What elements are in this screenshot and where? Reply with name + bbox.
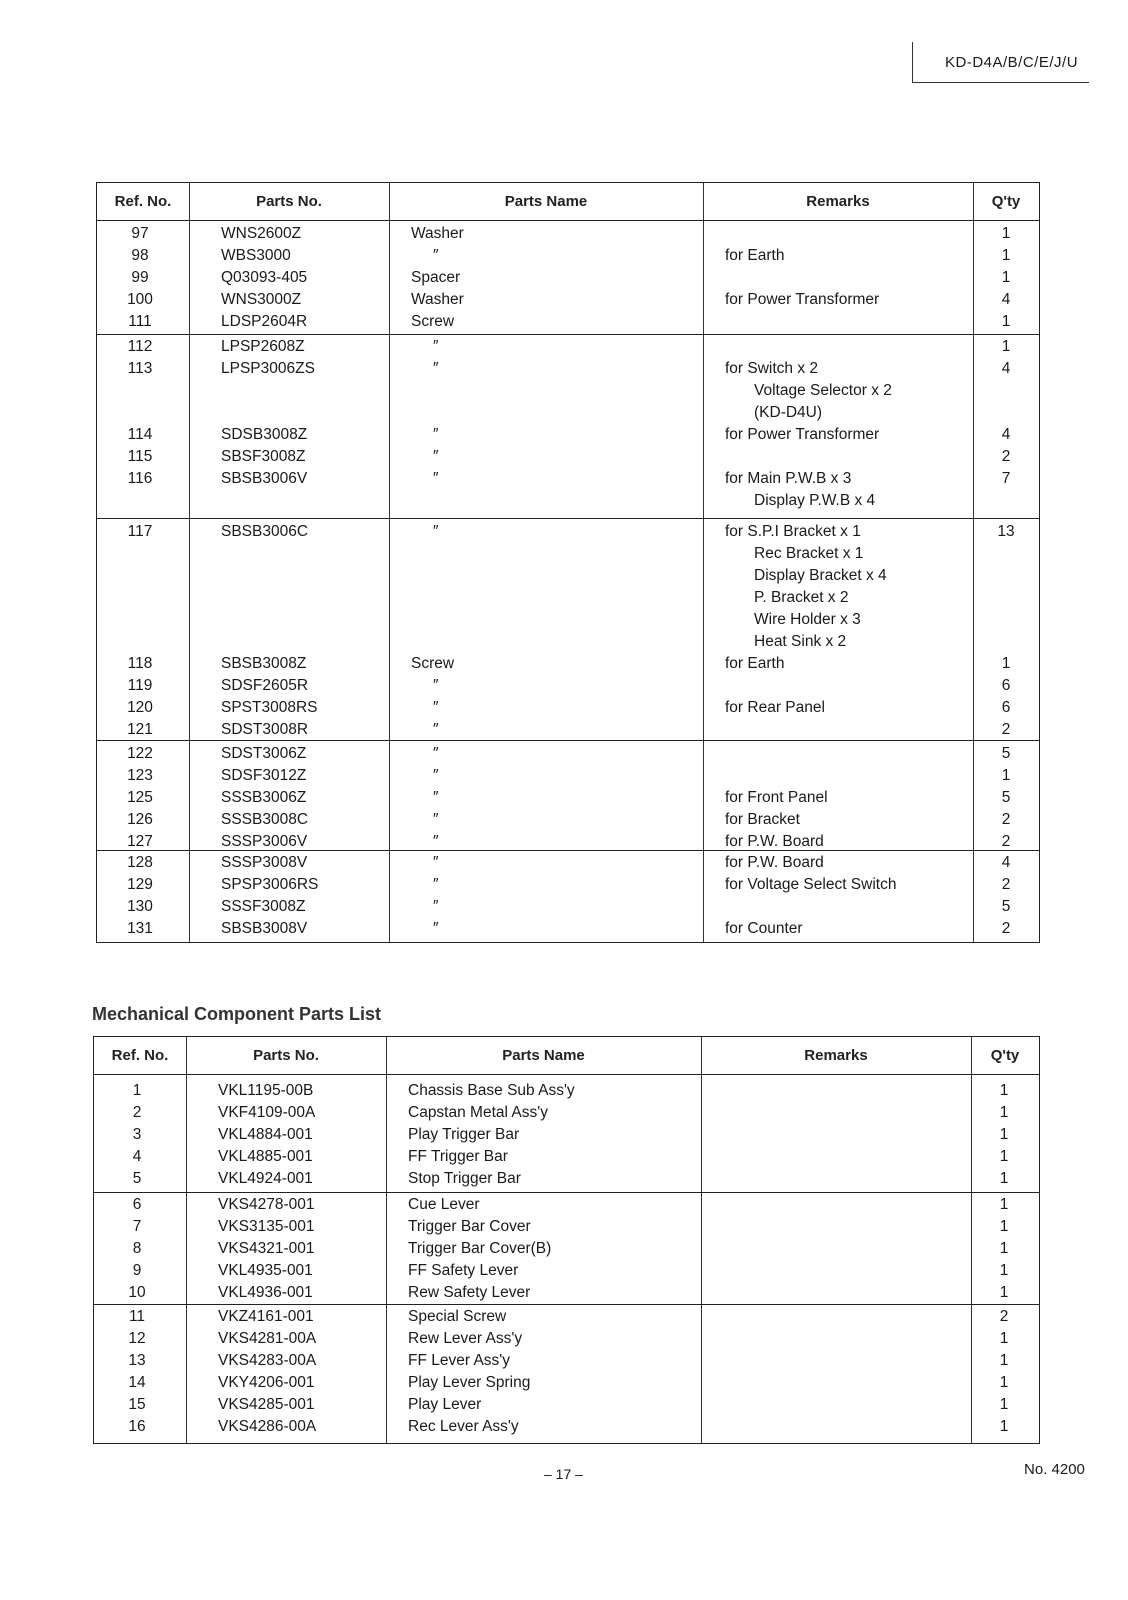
quantity: 13 xyxy=(997,523,1015,540)
ref-number: 98 xyxy=(131,247,149,264)
part-number: SPST3008RS xyxy=(221,699,318,716)
table-row xyxy=(97,424,1039,446)
ref-number: 127 xyxy=(127,833,153,850)
ref-number: 9 xyxy=(132,1262,142,1279)
quantity: 1 xyxy=(999,1330,1009,1347)
remarks: Voltage Selector x 2 xyxy=(754,382,892,399)
part-name: ″ xyxy=(433,854,439,871)
part-name: ″ xyxy=(433,876,439,893)
ref-number: 115 xyxy=(127,448,153,465)
remarks: for Switch x 2 xyxy=(725,360,819,377)
ref-number: 16 xyxy=(128,1418,146,1435)
ref-number: 12 xyxy=(128,1330,146,1347)
part-name: Rew Lever Ass'y xyxy=(408,1330,523,1347)
header-name: Parts Name xyxy=(502,1047,585,1064)
part-number: SDSF2605R xyxy=(221,677,309,694)
part-number: VKS4321-001 xyxy=(218,1240,315,1257)
part-name: ″ xyxy=(433,811,439,828)
part-number: VKL4884-001 xyxy=(218,1126,313,1143)
quantity: 1 xyxy=(999,1196,1009,1213)
quantity: 2 xyxy=(1001,920,1011,937)
part-number: SDSB3008Z xyxy=(221,426,308,443)
table-row xyxy=(97,653,1039,675)
table-row xyxy=(94,1216,1039,1238)
part-name: ″ xyxy=(433,338,439,355)
part-name: Special Screw xyxy=(408,1308,507,1325)
remarks: Heat Sink x 2 xyxy=(754,633,847,650)
quantity: 5 xyxy=(1001,745,1011,762)
part-name: ″ xyxy=(433,470,439,487)
table-row xyxy=(94,1194,1039,1216)
part-name: FF Trigger Bar xyxy=(408,1148,508,1165)
quantity: 1 xyxy=(999,1082,1009,1099)
quantity: 1 xyxy=(1001,247,1011,264)
part-name: ″ xyxy=(433,898,439,915)
table-row xyxy=(97,311,1039,333)
part-number: SDST3008R xyxy=(221,721,309,738)
remarks: for Earth xyxy=(725,655,785,672)
table-row xyxy=(94,1168,1039,1190)
part-name: Trigger Bar Cover(B) xyxy=(408,1240,552,1257)
part-number: SBSB3006V xyxy=(221,470,308,487)
part-number: SSSF3008Z xyxy=(221,898,306,915)
part-name: Rec Lever Ass'y xyxy=(408,1418,519,1435)
table-body xyxy=(94,1074,1039,1442)
quantity: 1 xyxy=(999,1396,1009,1413)
remarks: for P.W. Board xyxy=(725,854,824,871)
part-name: Washer xyxy=(411,291,464,308)
quantity: 2 xyxy=(1001,448,1011,465)
ref-number: 128 xyxy=(127,854,153,871)
part-number: VKF4109-00A xyxy=(218,1104,316,1121)
remarks: Wire Holder x 3 xyxy=(754,611,861,628)
part-name: ″ xyxy=(433,721,439,738)
table-row xyxy=(97,675,1039,697)
table-row-continuation xyxy=(97,402,1039,424)
table-row xyxy=(94,1328,1039,1350)
quantity: 5 xyxy=(1001,898,1011,915)
section-title: Mechanical Component Parts List xyxy=(92,1004,382,1024)
part-number: VKL1195-00B xyxy=(218,1082,314,1099)
table-row xyxy=(94,1306,1039,1328)
header-qty: Q'ty xyxy=(991,193,1021,210)
ref-number: 5 xyxy=(132,1170,142,1187)
table-header xyxy=(97,183,1039,221)
table-row xyxy=(97,874,1039,896)
part-number: VKL4935-001 xyxy=(218,1262,313,1279)
remarks: for Power Transformer xyxy=(725,291,880,308)
part-number: VKS4283-00A xyxy=(218,1352,317,1369)
row-group xyxy=(97,335,1039,519)
quantity: 1 xyxy=(1001,225,1011,242)
part-number: SDSF3012Z xyxy=(221,767,307,784)
quantity: 1 xyxy=(999,1418,1009,1435)
quantity: 1 xyxy=(999,1148,1009,1165)
part-name: ″ xyxy=(433,789,439,806)
header-name: Parts Name xyxy=(504,193,588,210)
quantity: 4 xyxy=(1001,854,1011,871)
part-name: ″ xyxy=(433,523,439,540)
part-name: Play Lever xyxy=(408,1396,482,1413)
quantity: 6 xyxy=(1001,677,1011,694)
table-row-continuation xyxy=(97,490,1039,512)
ref-number: 15 xyxy=(128,1396,146,1413)
part-number: SPSP3006RS xyxy=(221,876,319,893)
row-group xyxy=(94,1305,1039,1442)
table-row-continuation xyxy=(97,587,1039,609)
ref-number: 4 xyxy=(132,1148,142,1165)
part-number: Q03093-405 xyxy=(221,269,308,286)
table-row xyxy=(97,896,1039,918)
table-row-continuation xyxy=(97,565,1039,587)
table-row xyxy=(94,1350,1039,1372)
ref-number: 116 xyxy=(127,470,153,487)
quantity: 6 xyxy=(1001,699,1011,716)
quantity: 2 xyxy=(1001,833,1011,850)
quantity: 1 xyxy=(999,1170,1009,1187)
part-number: VKL4936-001 xyxy=(218,1284,313,1301)
table-row xyxy=(97,267,1039,289)
remarks: Rec Bracket x 1 xyxy=(754,545,864,562)
table-row-continuation xyxy=(97,609,1039,631)
table-row xyxy=(97,289,1039,311)
quantity: 1 xyxy=(1001,313,1011,330)
ref-number: 13 xyxy=(128,1352,146,1369)
quantity: 1 xyxy=(999,1284,1009,1301)
ref-number: 114 xyxy=(127,426,153,443)
ref-number: 97 xyxy=(131,225,149,242)
header-qty: Q'ty xyxy=(990,1047,1020,1064)
part-name: Screw xyxy=(411,313,455,330)
part-number: SDST3006Z xyxy=(221,745,307,762)
part-name: ″ xyxy=(433,699,439,716)
header-ref: Ref. No. xyxy=(111,1047,169,1064)
row-group xyxy=(97,851,1039,942)
ref-number: 3 xyxy=(132,1126,142,1143)
part-name: ″ xyxy=(433,767,439,784)
row-group xyxy=(97,220,1039,335)
header-part: Parts No. xyxy=(256,193,322,210)
quantity: 4 xyxy=(1001,426,1011,443)
table-row xyxy=(94,1394,1039,1416)
quantity: 1 xyxy=(999,1262,1009,1279)
quantity: 1 xyxy=(1001,338,1011,355)
ref-number: 111 xyxy=(128,313,152,330)
part-number: WNS2600Z xyxy=(221,225,302,242)
table-row xyxy=(97,697,1039,719)
table-row xyxy=(94,1282,1039,1304)
table-row xyxy=(97,245,1039,267)
part-name: ″ xyxy=(433,677,439,694)
part-name: Chassis Base Sub Ass'y xyxy=(408,1082,575,1099)
table-row xyxy=(97,446,1039,468)
ref-number: 118 xyxy=(127,655,153,672)
table-row xyxy=(97,852,1039,874)
part-name: ″ xyxy=(433,448,439,465)
header-ref: Ref. No. xyxy=(114,193,172,210)
part-name: Cue Lever xyxy=(408,1196,480,1213)
quantity: 2 xyxy=(1001,721,1011,738)
part-name: Screw xyxy=(411,655,455,672)
ref-number: 126 xyxy=(127,811,153,828)
part-number: SSSP3006V xyxy=(221,833,308,850)
quantity: 1 xyxy=(999,1104,1009,1121)
remarks: for P.W. Board xyxy=(725,833,824,850)
part-number: SBSF3008Z xyxy=(221,448,306,465)
ref-number: 6 xyxy=(132,1196,142,1213)
part-number: WNS3000Z xyxy=(221,291,302,308)
part-name: Stop Trigger Bar xyxy=(408,1170,521,1187)
quantity: 1 xyxy=(1001,767,1011,784)
ref-number: 2 xyxy=(132,1104,142,1121)
remarks: for Earth xyxy=(725,247,785,264)
row-group xyxy=(97,741,1039,851)
row-group xyxy=(94,1074,1039,1193)
table-row xyxy=(94,1372,1039,1394)
part-name: FF Safety Lever xyxy=(408,1262,519,1279)
part-number: WBS3000 xyxy=(221,247,291,264)
table-row xyxy=(97,468,1039,490)
header-remarks: Remarks xyxy=(804,1047,868,1064)
part-number: SSSB3006Z xyxy=(221,789,307,806)
table-row xyxy=(97,918,1039,940)
table-row-continuation xyxy=(97,543,1039,565)
remarks: for Counter xyxy=(725,920,803,937)
ref-number: 14 xyxy=(128,1374,146,1391)
quantity: 1 xyxy=(999,1218,1009,1235)
remarks: for Front Panel xyxy=(725,789,828,806)
part-number: VKY4206-001 xyxy=(218,1374,315,1391)
part-number: VKS4278-001 xyxy=(218,1196,315,1213)
table-row xyxy=(94,1080,1039,1102)
part-name: ″ xyxy=(433,745,439,762)
table-row xyxy=(97,831,1039,853)
row-group xyxy=(94,1193,1039,1305)
remarks: for Rear Panel xyxy=(725,699,825,716)
part-number: VKZ4161-001 xyxy=(218,1308,314,1325)
table-row xyxy=(94,1102,1039,1124)
part-name: ″ xyxy=(433,426,439,443)
part-name: ″ xyxy=(433,360,439,377)
table-header xyxy=(94,1037,1039,1075)
table-row xyxy=(97,743,1039,765)
remarks: for Main P.W.B x 3 xyxy=(725,470,852,487)
remarks: (KD-D4U) xyxy=(754,404,823,421)
quantity: 2 xyxy=(1001,876,1011,893)
table-row xyxy=(97,787,1039,809)
table-row xyxy=(94,1238,1039,1260)
table-row xyxy=(97,223,1039,245)
remarks: Display Bracket x 4 xyxy=(754,567,887,584)
part-name: Play Lever Spring xyxy=(408,1374,531,1391)
table-row xyxy=(94,1146,1039,1168)
part-name: Capstan Metal Ass'y xyxy=(408,1104,548,1121)
remarks: for S.P.I Bracket x 1 xyxy=(725,523,861,540)
part-number: SBSB3008Z xyxy=(221,655,307,672)
quantity: 2 xyxy=(999,1308,1009,1325)
ref-number: 100 xyxy=(127,291,153,308)
table-row xyxy=(94,1124,1039,1146)
table-row xyxy=(97,336,1039,358)
remarks: for Voltage Select Switch xyxy=(725,876,897,893)
model-number: KD-D4A/B/C/E/J/U xyxy=(945,54,1079,71)
part-number: SSSP3008V xyxy=(221,854,308,871)
quantity: 1 xyxy=(999,1126,1009,1143)
table-body xyxy=(97,220,1039,942)
table-row-continuation xyxy=(97,380,1039,402)
ref-number: 122 xyxy=(127,745,153,762)
remarks: Display P.W.B x 4 xyxy=(754,492,876,509)
ref-number: 99 xyxy=(131,269,149,286)
screw-parts-table xyxy=(96,182,1040,943)
header-remarks: Remarks xyxy=(806,193,870,210)
table-row xyxy=(97,719,1039,741)
ref-number: 8 xyxy=(132,1240,142,1257)
header-part: Parts No. xyxy=(253,1047,319,1064)
part-number: VKL4885-001 xyxy=(218,1148,313,1165)
remarks: P. Bracket x 2 xyxy=(754,589,849,606)
part-name: Trigger Bar Cover xyxy=(408,1218,531,1235)
part-number: SBSB3008V xyxy=(221,920,308,937)
ref-number: 130 xyxy=(127,898,153,915)
part-name: Play Trigger Bar xyxy=(408,1126,520,1143)
part-number: VKL4924-001 xyxy=(218,1170,313,1187)
quantity: 5 xyxy=(1001,789,1011,806)
part-name: ″ xyxy=(433,833,439,850)
ref-number: 113 xyxy=(127,360,153,377)
ref-number: 121 xyxy=(127,721,153,738)
table-row xyxy=(97,809,1039,831)
ref-number: 1 xyxy=(132,1082,142,1099)
part-number: LDSP2604R xyxy=(221,313,308,330)
ref-number: 117 xyxy=(127,523,153,540)
mechanical-parts-table xyxy=(93,1036,1040,1444)
part-number: VKS4281-00A xyxy=(218,1330,317,1347)
table-row xyxy=(97,521,1039,543)
part-number: SBSB3006C xyxy=(221,523,309,540)
ref-number: 120 xyxy=(127,699,153,716)
quantity: 1 xyxy=(999,1352,1009,1369)
part-number: VKS4286-00A xyxy=(218,1418,317,1435)
row-group xyxy=(97,519,1039,741)
ref-number: 123 xyxy=(127,767,153,784)
table-row xyxy=(94,1260,1039,1282)
remarks: for Bracket xyxy=(725,811,800,828)
quantity: 4 xyxy=(1001,360,1011,377)
part-number: SSSB3008C xyxy=(221,811,309,828)
part-name: FF Lever Ass'y xyxy=(408,1352,511,1369)
ref-number: 125 xyxy=(127,789,153,806)
part-name: Spacer xyxy=(411,269,461,286)
remarks: for Power Transformer xyxy=(725,426,880,443)
ref-number: 10 xyxy=(128,1284,146,1301)
table-row-continuation xyxy=(97,631,1039,653)
part-number: VKS4285-001 xyxy=(218,1396,315,1413)
part-name: ″ xyxy=(433,247,439,264)
part-name: Rew Safety Lever xyxy=(408,1284,531,1301)
ref-number: 129 xyxy=(127,876,153,893)
part-name: Washer xyxy=(411,225,464,242)
table-row xyxy=(97,358,1039,380)
part-number: LPSP2608Z xyxy=(221,338,305,355)
ref-number: 7 xyxy=(132,1218,142,1235)
quantity: 1 xyxy=(999,1240,1009,1257)
page-number: – 17 – xyxy=(544,1466,583,1482)
document-number: No. 4200 xyxy=(1024,1461,1085,1478)
quantity: 2 xyxy=(1001,811,1011,828)
part-number: LPSP3006ZS xyxy=(221,360,315,377)
ref-number: 11 xyxy=(128,1308,146,1325)
table-row xyxy=(97,765,1039,787)
quantity: 1 xyxy=(999,1374,1009,1391)
ref-number: 131 xyxy=(127,920,153,937)
quantity: 4 xyxy=(1001,291,1011,308)
quantity: 1 xyxy=(1001,655,1011,672)
ref-number: 112 xyxy=(127,338,153,355)
ref-number: 119 xyxy=(127,677,153,694)
part-number: VKS3135-001 xyxy=(218,1218,315,1235)
quantity: 1 xyxy=(1001,269,1011,286)
table-row xyxy=(94,1416,1039,1438)
quantity: 7 xyxy=(1001,470,1011,487)
part-name: ″ xyxy=(433,920,439,937)
